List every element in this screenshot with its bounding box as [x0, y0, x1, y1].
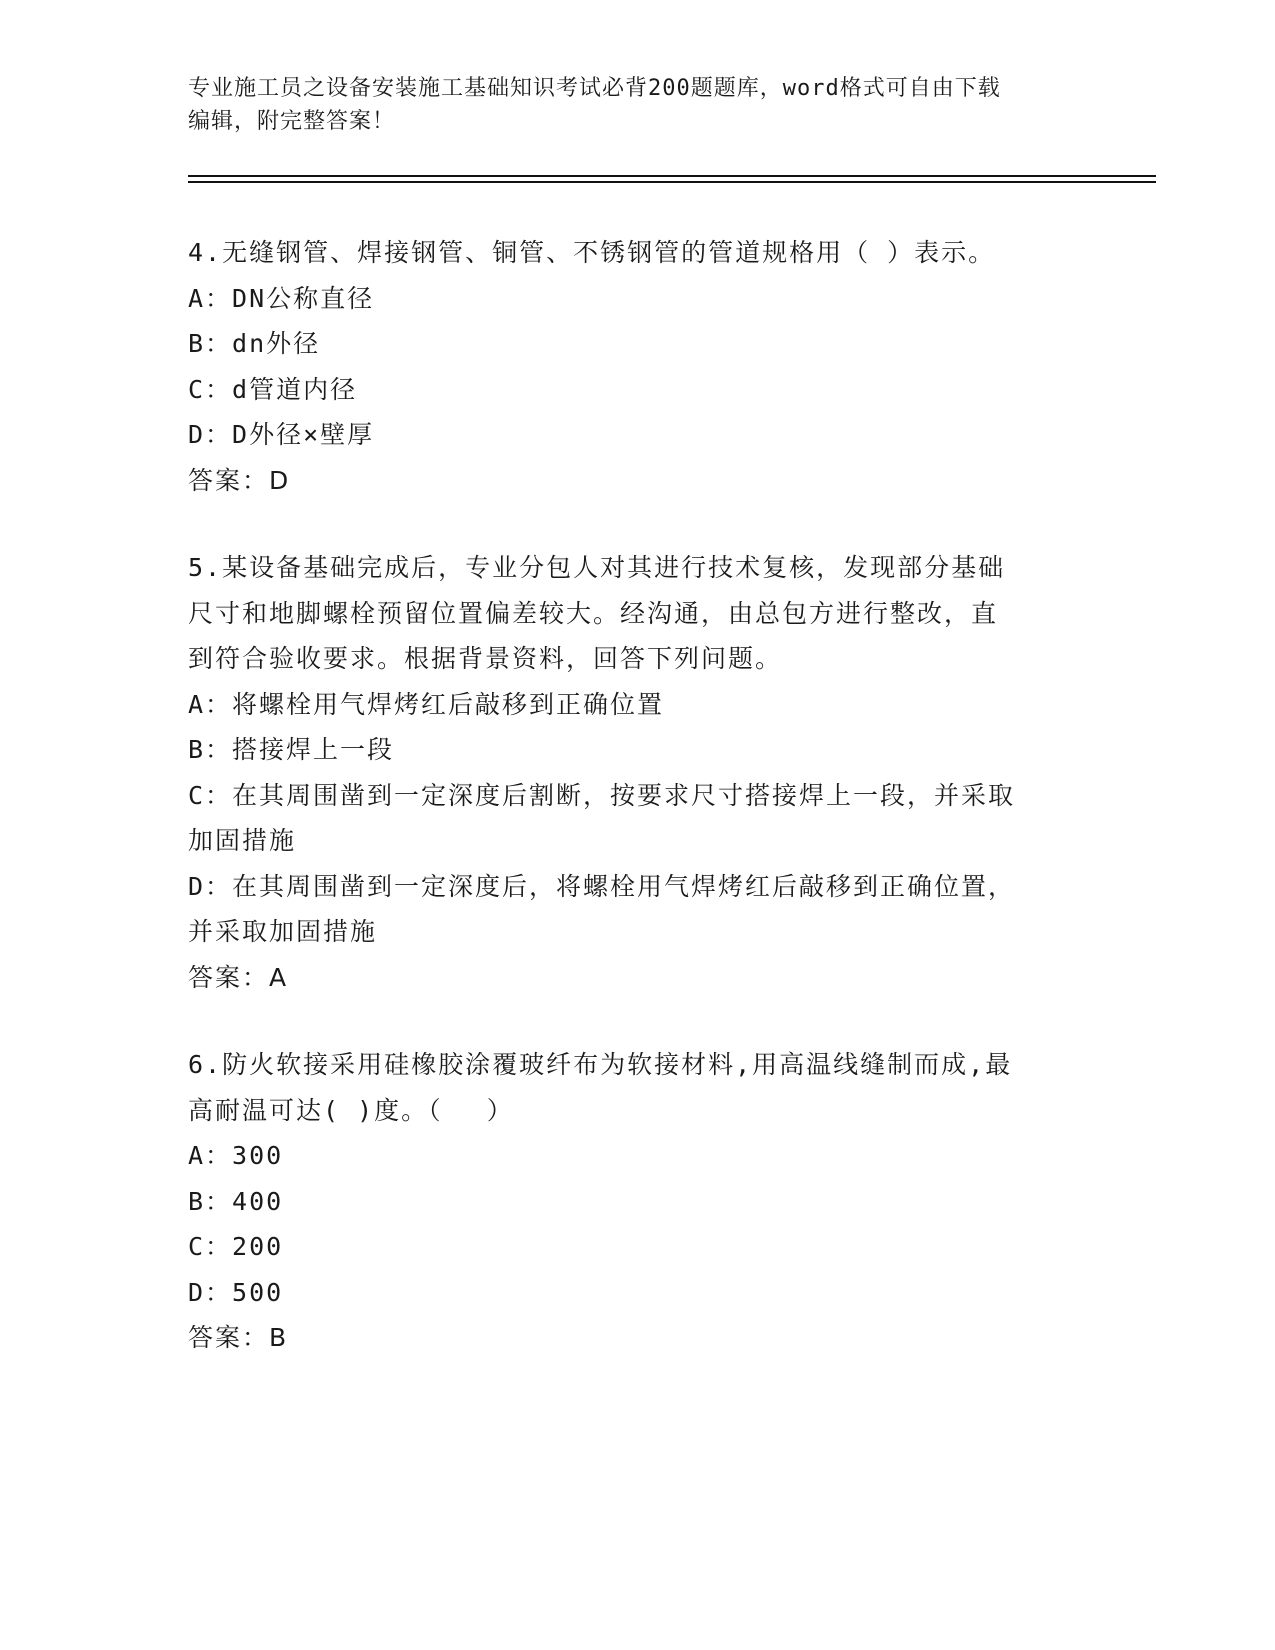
option-d-continued: 并采取加固措施 — [188, 917, 378, 946]
option-c: C：在其周围凿到一定深度后割断，按要求尺寸搭接焊上一段，并采取 — [188, 780, 1016, 810]
question-stem: 尺寸和地脚螺栓预留位置偏差较大。经沟通，由总包方进行整改，直 — [188, 598, 999, 628]
question-list — [188, 230, 1088, 1403]
option-c: C：d管道内径 — [188, 374, 358, 404]
document-header — [188, 72, 1088, 138]
question-6 — [188, 1042, 1088, 1361]
question-4 — [188, 230, 1088, 503]
question-stem: 5.某设备基础完成后，专业分包人对其进行技术复核，发现部分基础 — [188, 553, 1006, 582]
header-line-1: 专业施工员之设备安装施工基础知识考试必背200题题库，word格式可自由下载 — [188, 76, 1001, 101]
option-b: B：搭接焊上一段 — [188, 735, 395, 764]
header-line-2: 编辑，附完整答案！ — [188, 109, 396, 134]
option-a: A：300 — [188, 1141, 284, 1170]
question-stem: 到符合验收要求。根据背景资料，回答下列问题。 — [188, 644, 783, 673]
answer-line: 答案：A — [188, 962, 289, 992]
option-c-continued: 加固措施 — [188, 826, 297, 855]
answer-line: 答案：D — [188, 465, 291, 495]
option-d: D：在其周围凿到一定深度后，将螺栓用气焊烤红后敲移到正确位置， — [188, 871, 1016, 901]
option-d: D：500 — [188, 1277, 284, 1307]
option-b: B：dn外径 — [188, 329, 321, 358]
question-stem: 高耐温可达( )度。（ ） — [188, 1095, 514, 1125]
option-b: B：400 — [188, 1186, 284, 1216]
question-stem: 6.防火软接采用硅橡胶涂覆玻纤布为软接材料,用高温线缝制而成,最 — [188, 1050, 1013, 1079]
question-stem: 4.无缝钢管、焊接钢管、铜管、不锈钢管的管道规格用（ ）表示。 — [188, 238, 996, 267]
option-c: C：200 — [188, 1232, 284, 1261]
answer-line: 答案：B — [188, 1323, 289, 1352]
question-5 — [188, 545, 1088, 1000]
option-a: A：将螺栓用气焊烤红后敲移到正确位置 — [188, 689, 665, 719]
header-divider-top — [188, 175, 1156, 177]
header-divider-bottom — [188, 181, 1156, 183]
option-d: D：D外径×壁厚 — [188, 420, 375, 449]
option-a: A：DN公称直径 — [188, 283, 375, 313]
